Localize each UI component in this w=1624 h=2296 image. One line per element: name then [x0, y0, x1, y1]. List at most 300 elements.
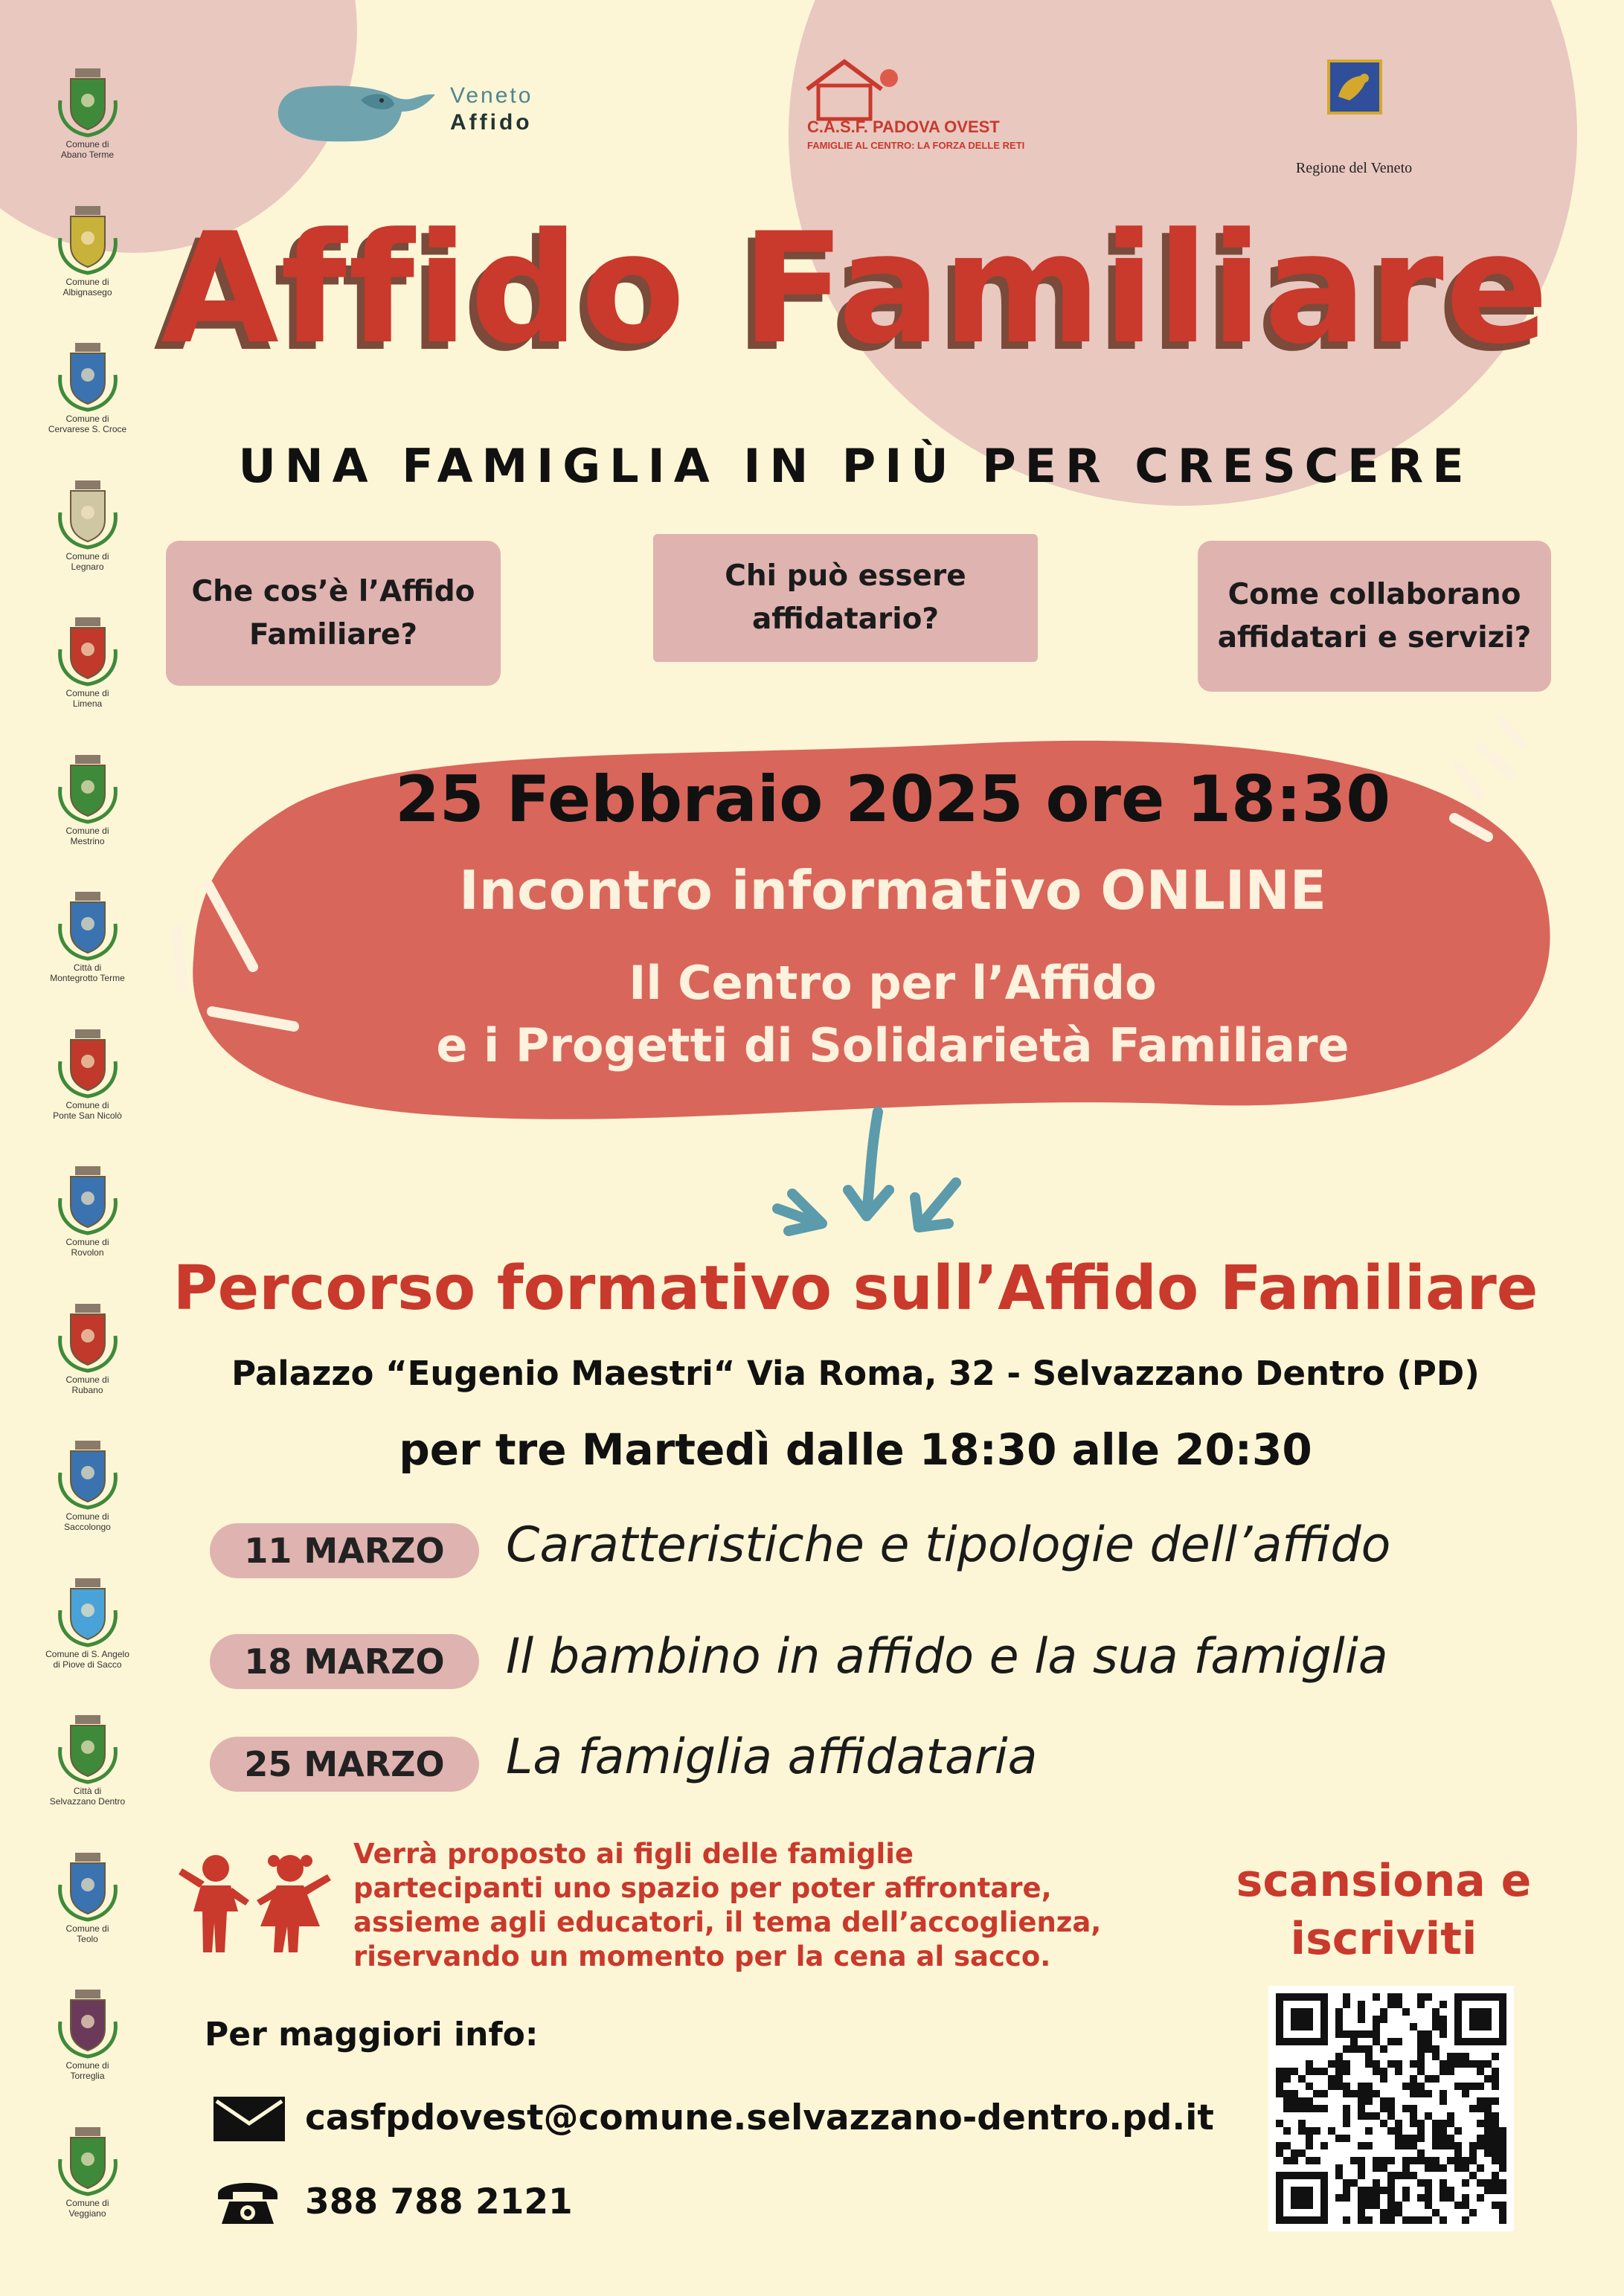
regione-label: Regione del Veneto	[1295, 160, 1413, 176]
question-2-line1: Chi può essere	[725, 559, 966, 593]
qr-module	[1477, 2120, 1484, 2127]
qr-module	[1380, 2209, 1387, 2216]
house-icon	[803, 56, 900, 123]
qr-module	[1492, 2187, 1499, 2194]
qr-module	[1402, 2157, 1410, 2164]
qr-module	[1417, 2090, 1425, 2097]
qr-module	[1462, 2053, 1469, 2060]
coat-of-arms-icon	[54, 1988, 121, 2059]
qr-module	[1373, 2038, 1380, 2045]
qr-module	[1477, 2164, 1484, 2172]
qr-module	[1477, 2194, 1484, 2202]
qr-module	[1380, 2008, 1387, 2016]
qr-module	[1358, 2083, 1365, 2090]
qr-module	[1373, 2060, 1380, 2068]
qr-pattern	[1268, 1986, 1514, 2231]
qr-module	[1447, 2068, 1454, 2075]
qr-module	[1440, 2068, 1447, 2075]
children-icon	[179, 1852, 335, 1956]
qr-module	[1469, 2008, 1492, 2030]
qr-module	[1373, 2194, 1380, 2202]
elephant-icon	[264, 78, 443, 152]
qr-module	[1402, 2083, 1410, 2090]
qr-module	[1417, 2053, 1425, 2060]
qr-module	[1484, 2179, 1492, 2187]
qr-module	[1395, 2202, 1402, 2209]
qr-module	[1343, 2120, 1350, 2127]
qr-module	[1499, 2149, 1506, 2157]
qr-module	[1373, 2030, 1380, 2038]
municipality-name: Comune di Cervarese S. Croce	[48, 414, 127, 434]
qr-module	[1276, 2068, 1283, 2075]
qr-module	[1395, 2127, 1402, 2135]
qr-module	[1410, 2142, 1417, 2149]
qr-module	[1469, 2149, 1477, 2157]
qr-module	[1320, 2105, 1328, 2112]
coat-of-arms-icon	[54, 1439, 121, 1510]
qr-module	[1328, 2060, 1335, 2068]
qr-code[interactable]	[1268, 1986, 1514, 2231]
qr-module	[1462, 2060, 1469, 2068]
qr-module	[1380, 2216, 1387, 2224]
qr-module	[1492, 2097, 1499, 2105]
qr-module	[1454, 2164, 1462, 2172]
qr-module	[1417, 2216, 1425, 2224]
qr-module	[1335, 2194, 1343, 2202]
coat-of-arms-icon	[54, 616, 121, 686]
qr-module	[1365, 2142, 1373, 2149]
qr-module	[1365, 2127, 1373, 2135]
qr-module	[1298, 2075, 1306, 2083]
qr-module	[1306, 2105, 1313, 2112]
qr-module	[1499, 2209, 1506, 2216]
qr-module	[1387, 2209, 1395, 2216]
qr-module	[1410, 2120, 1417, 2127]
qr-module	[1492, 2068, 1499, 2075]
qr-module	[1432, 2008, 1440, 2016]
qr-module	[1454, 2202, 1462, 2209]
question-2-line2: affidatario?	[751, 602, 940, 636]
qr-module	[1343, 2030, 1350, 2038]
info-heading: Per maggiori info:	[205, 2016, 539, 2054]
children-note	[353, 1837, 1209, 1974]
qr-module	[1343, 2105, 1350, 2112]
qr-module	[1499, 2202, 1506, 2209]
qr-module	[1440, 2023, 1447, 2030]
qr-module	[1283, 2068, 1291, 2075]
qr-module	[1380, 2068, 1387, 2075]
municipality-crest	[30, 479, 145, 572]
qr-module	[1335, 2053, 1343, 2060]
arrows-icon	[759, 1101, 982, 1250]
qr-module	[1276, 2120, 1283, 2127]
qr-module	[1440, 2142, 1447, 2149]
qr-module	[1320, 2068, 1328, 2075]
qr-module	[1492, 2179, 1499, 2187]
qr-module	[1469, 2105, 1477, 2112]
municipality-name: Comune di Mestrino	[65, 825, 109, 846]
qr-module	[1350, 2030, 1358, 2038]
qr-module	[1387, 2216, 1395, 2224]
qr-module	[1440, 2030, 1447, 2038]
qr-module	[1328, 2075, 1335, 2083]
qr-module	[1350, 2179, 1358, 2187]
qr-module	[1440, 2016, 1447, 2023]
qr-module	[1492, 2142, 1499, 2149]
qr-module	[1447, 2157, 1454, 2164]
qr-module	[1484, 2187, 1492, 2194]
qr-module	[1417, 2194, 1425, 2202]
qr-module	[1417, 2135, 1425, 2142]
qr-module	[1499, 2164, 1506, 2172]
qr-module	[1492, 2202, 1499, 2209]
page-title: Affido Familiare	[161, 201, 1550, 378]
qr-module	[1425, 2202, 1432, 2209]
qr-module	[1283, 2142, 1291, 2149]
qr-module	[1306, 2060, 1313, 2068]
qr-module	[1358, 2194, 1365, 2202]
qr-module	[1402, 2187, 1410, 2194]
qr-module	[1350, 2045, 1358, 2053]
qr-module	[1298, 2120, 1306, 2127]
qr-module	[1447, 2187, 1454, 2194]
qr-module	[1484, 2149, 1492, 2157]
qr-module	[1417, 2127, 1425, 2135]
qr-module	[1335, 2083, 1343, 2090]
qr-module	[1380, 2187, 1387, 2194]
qr-module	[1365, 2083, 1373, 2090]
qr-module	[1298, 2127, 1306, 2135]
question-box-2	[653, 534, 1038, 662]
qr-module	[1395, 2038, 1402, 2045]
qr-module	[1283, 2097, 1291, 2105]
qr-module	[1276, 2090, 1283, 2097]
qr-module	[1425, 2216, 1432, 2224]
qr-module	[1365, 2202, 1373, 2209]
veneto-affido-line2: Affido	[450, 110, 533, 135]
qr-module	[1291, 2008, 1313, 2030]
qr-module	[1276, 2075, 1283, 2083]
qr-module	[1335, 2016, 1343, 2023]
question-3-line1: Come collaborano	[1227, 577, 1521, 611]
note-line3: assieme agli educatori, il tema dell’accoglienza,	[353, 1906, 1102, 1938]
qr-module	[1343, 2112, 1350, 2120]
qr-module	[1335, 2060, 1343, 2068]
qr-module	[1417, 2060, 1425, 2068]
qr-module	[1395, 2135, 1402, 2142]
qr-module	[1395, 2209, 1402, 2216]
qr-module	[1462, 2090, 1469, 2097]
municipality-name: Città di Montegrotto Terme	[50, 962, 125, 983]
qr-module	[1306, 2097, 1313, 2105]
qr-module	[1380, 2105, 1387, 2112]
qr-module	[1432, 2164, 1440, 2172]
qr-module	[1335, 2135, 1343, 2142]
qr-module	[1410, 2023, 1417, 2030]
qr-module	[1306, 2142, 1313, 2149]
qr-module	[1440, 2164, 1447, 2172]
municipality-name: Comune di Veggiano	[65, 2197, 109, 2219]
qr-module	[1417, 1993, 1425, 2001]
event-date: 25 Febbraio 2025 ore 18:30	[394, 762, 1391, 837]
qr-module	[1462, 2216, 1469, 2224]
qr-module	[1484, 2135, 1492, 2142]
qr-module	[1417, 2120, 1425, 2127]
qr-module	[1343, 2068, 1350, 2075]
qr-module	[1365, 2060, 1373, 2068]
qr-module	[1432, 2045, 1440, 2053]
qr-module	[1469, 2172, 1477, 2179]
qr-module	[1425, 2164, 1432, 2172]
qr-module	[1440, 2135, 1447, 2142]
qr-module	[1410, 2112, 1417, 2120]
qr-module	[1328, 2083, 1335, 2090]
qr-module	[1440, 2097, 1447, 2105]
qr-module	[1358, 2001, 1365, 2008]
qr-module	[1306, 2127, 1313, 2135]
qr-module	[1313, 2090, 1320, 2097]
municipality-crest	[30, 1988, 145, 2081]
qr-module	[1358, 2097, 1365, 2105]
qr-module	[1395, 2172, 1402, 2179]
qr-module	[1425, 2194, 1432, 2202]
qr-module	[1440, 2090, 1447, 2097]
qr-module	[1432, 2127, 1440, 2135]
coat-of-arms-icon	[54, 2126, 121, 2196]
qr-module	[1306, 2157, 1313, 2164]
municipality-name: Comune di Albignasego	[62, 276, 112, 298]
qr-module	[1387, 2001, 1395, 2008]
qr-module	[1477, 2068, 1484, 2075]
qr-module	[1477, 2083, 1484, 2090]
scan-label	[1220, 1852, 1547, 1968]
qr-module	[1291, 2090, 1298, 2097]
qr-module	[1335, 2068, 1343, 2075]
qr-module	[1343, 2194, 1350, 2202]
qr-module	[1276, 2149, 1283, 2157]
session-date-3: 25 MARZO	[210, 1737, 479, 1792]
municipality-name: Comune di Torreglia	[65, 2060, 109, 2081]
contact-phone[interactable]: 388 788 2121	[305, 2181, 573, 2222]
qr-module	[1350, 2090, 1358, 2097]
qr-module	[1410, 2083, 1417, 2090]
qr-module	[1343, 2045, 1350, 2053]
qr-module	[1343, 2216, 1350, 2224]
qr-module	[1410, 2216, 1417, 2224]
event-type: Incontro informativo ONLINE	[459, 859, 1326, 922]
qr-module	[1343, 2187, 1350, 2194]
qr-module	[1387, 2172, 1395, 2179]
qr-module	[1298, 2097, 1306, 2105]
qr-module	[1358, 2187, 1365, 2194]
qr-module	[1313, 2068, 1320, 2075]
qr-module	[1365, 2090, 1373, 2097]
qr-module	[1440, 2187, 1447, 2194]
qr-module	[1499, 2142, 1506, 2149]
event-organizer-line2: e i Progetti di Solidarietà Familiare	[436, 1018, 1349, 1073]
qr-module	[1492, 2157, 1499, 2164]
qr-module	[1298, 2149, 1306, 2157]
qr-module	[1410, 2105, 1417, 2112]
qr-module	[1432, 2023, 1440, 2030]
municipality-name: Comune di Saccolongo	[64, 1511, 111, 1532]
qr-module	[1335, 2030, 1343, 2038]
qr-module	[1454, 2157, 1462, 2164]
qr-module	[1410, 2157, 1417, 2164]
qr-module	[1454, 2060, 1462, 2068]
session-date-1: 11 MARZO	[210, 1523, 479, 1578]
note-line4: riservando un momento per la cena al sacco.	[353, 1940, 1051, 1972]
qr-module	[1335, 2172, 1343, 2179]
qr-module	[1291, 2157, 1298, 2164]
qr-module	[1395, 2001, 1402, 2008]
qr-module	[1343, 2135, 1350, 2142]
coat-of-arms-icon	[54, 1851, 121, 1922]
qr-module	[1395, 2060, 1402, 2068]
phone-icon	[214, 2176, 281, 2228]
qr-module	[1469, 2157, 1477, 2164]
municipality-crest	[30, 1851, 145, 1944]
qr-module	[1358, 2202, 1365, 2209]
qr-module	[1477, 2142, 1484, 2149]
qr-module	[1358, 2090, 1365, 2097]
qr-module	[1499, 2187, 1506, 2194]
qr-module	[1306, 2068, 1313, 2075]
qr-module	[1417, 2045, 1425, 2053]
qr-module	[1410, 2060, 1417, 2068]
qr-module	[1373, 2016, 1380, 2023]
qr-module	[1380, 2157, 1387, 2164]
municipality-name: Comune di Teolo	[65, 1923, 109, 1944]
qr-module	[1477, 2135, 1484, 2142]
qr-module	[1387, 2157, 1395, 2164]
qr-module	[1469, 2083, 1477, 2090]
qr-module	[1462, 2164, 1469, 2172]
qr-module	[1425, 2038, 1432, 2045]
qr-module	[1417, 2157, 1425, 2164]
qr-module	[1484, 2112, 1492, 2120]
lion-emblem-icon	[1327, 60, 1382, 115]
qr-module	[1358, 2216, 1365, 2224]
qr-module	[1358, 2045, 1365, 2053]
qr-module	[1350, 2038, 1358, 2045]
qr-module	[1291, 2068, 1298, 2075]
qr-module	[1402, 2008, 1410, 2016]
session-topic-2: Il bambino in affido e la sua famiglia	[506, 1629, 1388, 1685]
qr-module	[1395, 2142, 1402, 2149]
qr-module	[1432, 2075, 1440, 2083]
qr-module	[1410, 2075, 1417, 2083]
qr-module	[1402, 2135, 1410, 2142]
qr-module	[1365, 2194, 1373, 2202]
session-topic-3: La famiglia affidataria	[506, 1729, 1038, 1785]
qr-module	[1492, 2075, 1499, 2083]
contact-email[interactable]: casfpdovest@comune.selvazzano-dentro.pd.it	[305, 2097, 1214, 2138]
question-1-line1: Che cos’è l’Affido	[191, 574, 475, 608]
qr-module	[1373, 2023, 1380, 2030]
qr-module	[1425, 2090, 1432, 2097]
qr-module	[1484, 2127, 1492, 2135]
qr-module	[1499, 2179, 1506, 2187]
qr-module	[1380, 2075, 1387, 2083]
course-location: Palazzo “Eugenio Maestri“ Via Roma, 32 - Selvazzano Dentro (PD)	[231, 1354, 1480, 1393]
coat-of-arms-icon	[54, 479, 121, 550]
qr-module	[1477, 2060, 1484, 2068]
regione-veneto-logo	[1265, 60, 1443, 186]
municipality-crest	[30, 341, 145, 434]
qr-module	[1276, 2083, 1283, 2090]
session-topic-1: Caratteristiche e tipologie dell’affido	[506, 1517, 1391, 1573]
mail-icon	[212, 2095, 286, 2143]
qr-module	[1440, 2060, 1447, 2068]
qr-module	[1454, 2053, 1462, 2060]
qr-module	[1432, 2053, 1440, 2060]
qr-module	[1454, 2083, 1462, 2090]
qr-module	[1313, 2127, 1320, 2135]
qr-module	[1425, 2075, 1432, 2083]
municipality-crest	[30, 1577, 145, 1670]
municipality-name: Comune di Rovolon	[65, 1237, 109, 1258]
qr-module	[1402, 2172, 1410, 2179]
qr-module	[1477, 2097, 1484, 2105]
municipality-name: Comune di Limena	[65, 688, 109, 709]
qr-module	[1440, 2194, 1447, 2202]
page-subtitle: UNA FAMIGLIA IN PIÙ PER CRESCERE	[238, 439, 1473, 493]
qr-module	[1358, 2105, 1365, 2112]
casf-tagline: FAMIGLIE AL CENTRO: LA FORZA DELLE RETI	[807, 140, 1025, 151]
qr-module	[1358, 2112, 1365, 2120]
qr-module	[1499, 2127, 1506, 2135]
qr-module	[1328, 2127, 1335, 2135]
municipality-crest	[30, 205, 145, 298]
qr-module	[1387, 2112, 1395, 2120]
municipality-crest	[30, 2126, 145, 2219]
qr-module	[1425, 2187, 1432, 2194]
qr-module	[1462, 2179, 1469, 2187]
qr-module	[1343, 2060, 1350, 2068]
qr-module	[1320, 2090, 1328, 2097]
qr-module	[1387, 2060, 1395, 2068]
qr-module	[1291, 2187, 1313, 2209]
qr-module	[1387, 2127, 1395, 2135]
qr-module	[1373, 2164, 1380, 2172]
qr-module	[1313, 2105, 1320, 2112]
qr-module	[1484, 2142, 1492, 2149]
qr-module	[1432, 2142, 1440, 2149]
qr-module	[1484, 2075, 1492, 2083]
qr-module	[1387, 2097, 1395, 2105]
qr-module	[1335, 2164, 1343, 2172]
qr-module	[1462, 2083, 1469, 2090]
qr-module	[1283, 2105, 1291, 2112]
qr-module	[1373, 2202, 1380, 2209]
municipality-name: Comune di Legnaro	[65, 550, 109, 572]
coat-of-arms-icon	[54, 205, 121, 275]
qr-module	[1343, 2090, 1350, 2097]
qr-module	[1417, 2083, 1425, 2090]
qr-module	[1417, 2179, 1425, 2187]
qr-module	[1447, 2120, 1454, 2127]
qr-module	[1343, 2001, 1350, 2008]
qr-module	[1335, 2023, 1343, 2030]
qr-module	[1425, 2112, 1432, 2120]
qr-module	[1462, 2157, 1469, 2164]
veneto-affido-line1: Veneto	[450, 83, 533, 108]
coat-of-arms-icon	[54, 1302, 121, 1373]
qr-module	[1440, 2001, 1447, 2008]
qr-module	[1447, 2053, 1454, 2060]
qr-module	[1417, 2068, 1425, 2075]
